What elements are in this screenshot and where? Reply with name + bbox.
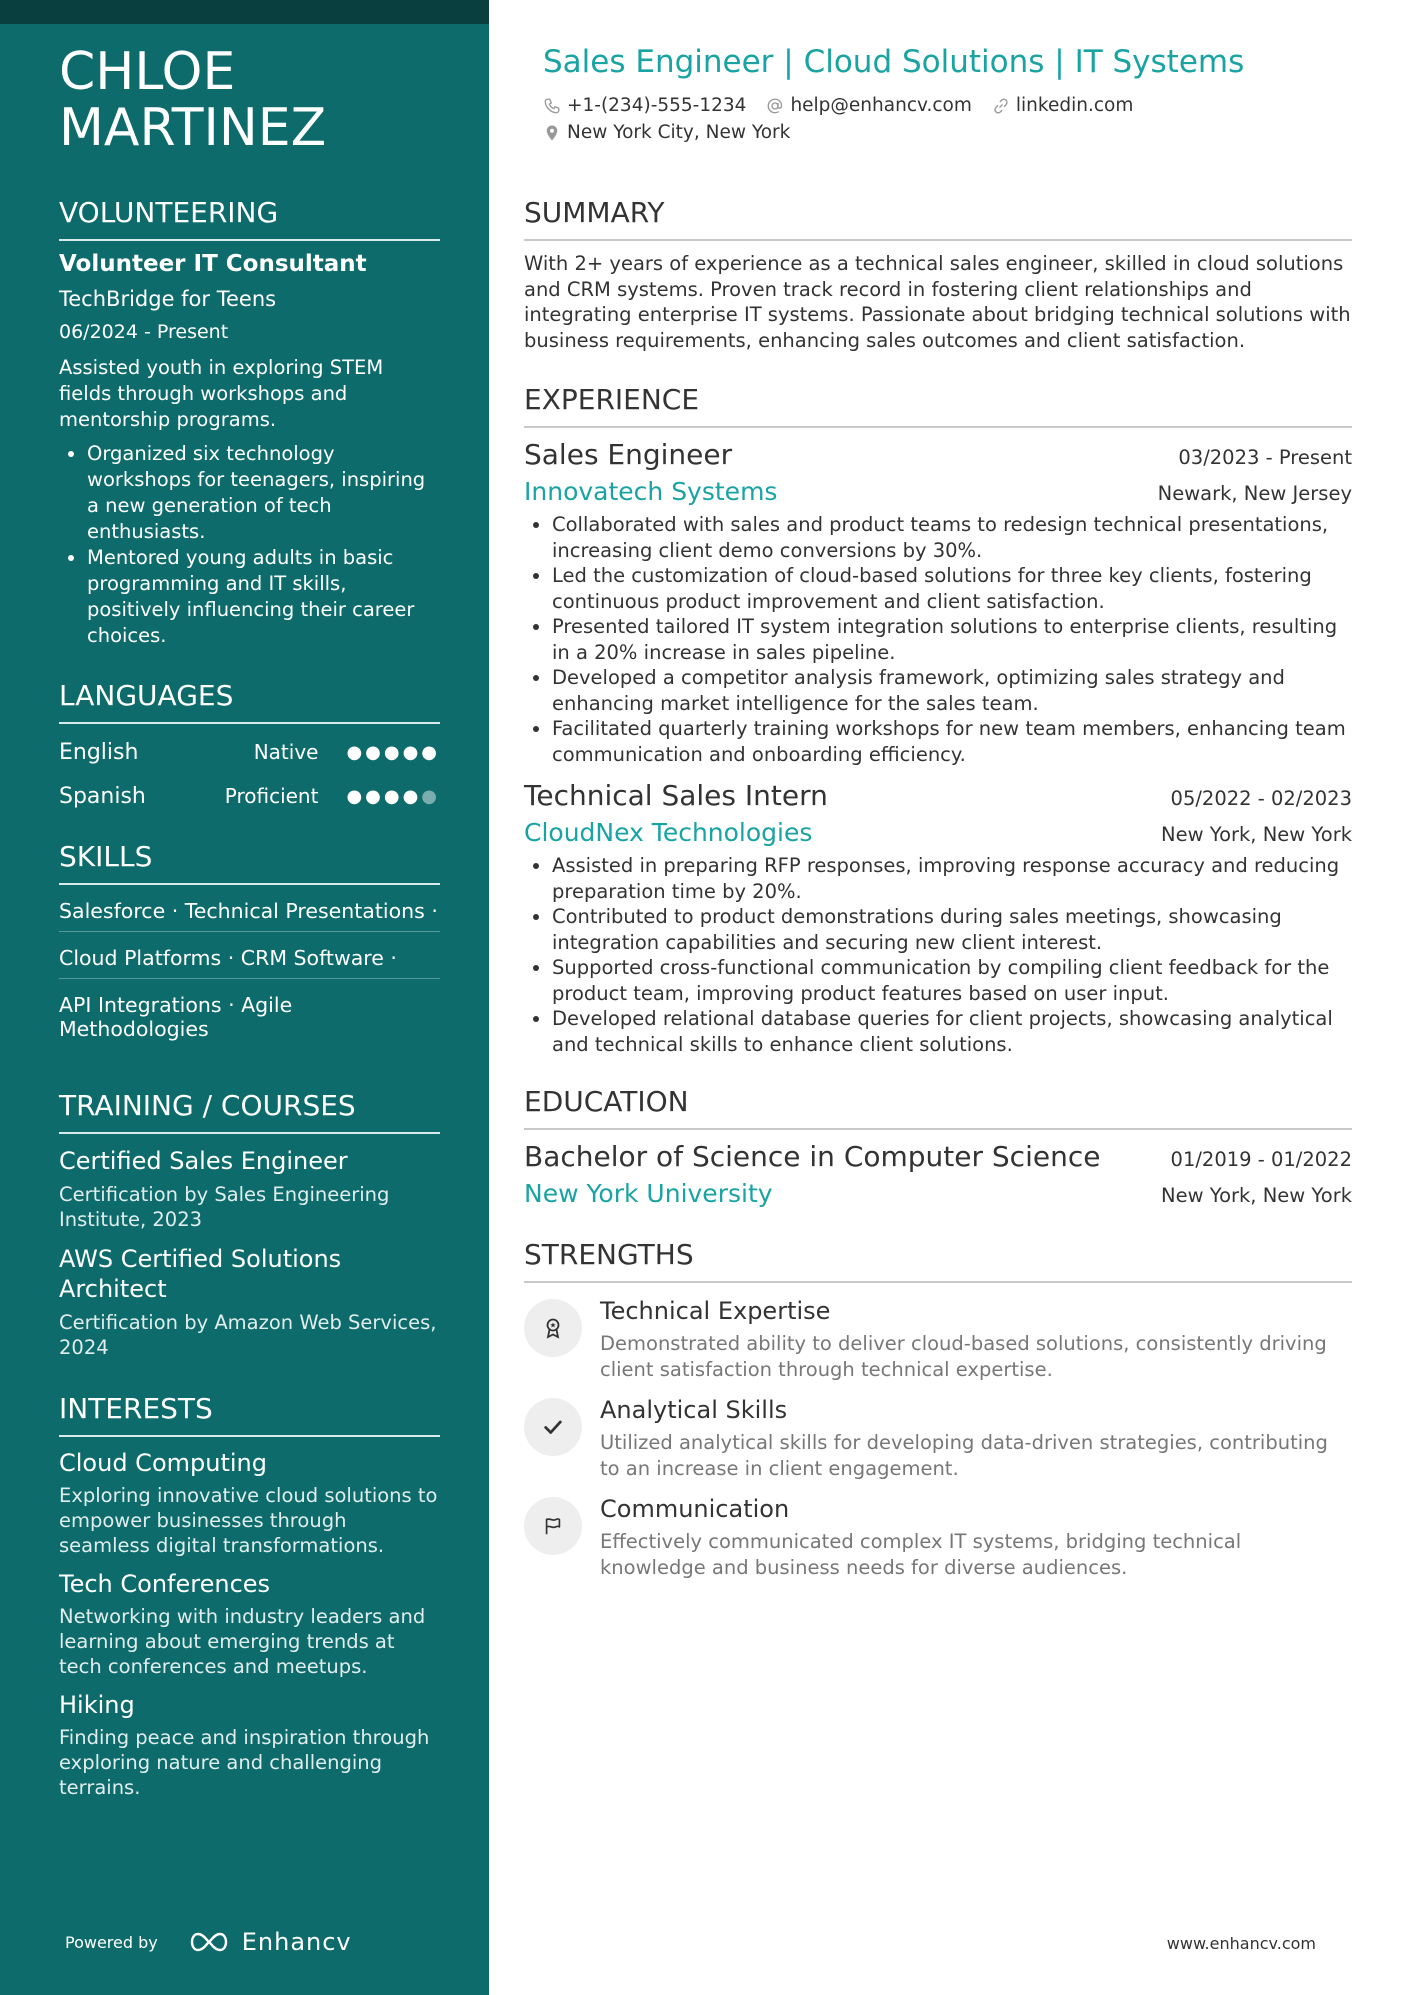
contact-info xyxy=(543,92,1352,146)
interest-description: Exploring innovative cloud solutions to empower businesses through seamless digital transformations. xyxy=(59,1484,438,1557)
email-text: help@enhancv.com xyxy=(790,95,972,116)
training-description: Certification by Amazon Web Services, 2024 xyxy=(59,1311,437,1359)
training-heading: TRAINING / COURSES xyxy=(59,1089,440,1134)
job-bullets xyxy=(524,853,1352,1057)
interests-heading: INTERESTS xyxy=(59,1392,440,1437)
training-section xyxy=(59,1089,440,1360)
job-company: CloudNex Technologies xyxy=(524,818,813,847)
footer-url[interactable]: www.enhancv.com xyxy=(1166,1934,1316,1953)
training-title: Certified Sales Engineer xyxy=(59,1147,348,1175)
language-rating: ●●●●● xyxy=(346,785,440,807)
job-bullets xyxy=(524,512,1352,767)
skill-line: Cloud Platforms · CRM Software · xyxy=(59,946,440,979)
award-icon xyxy=(524,1299,582,1357)
job-date: 05/2022 - 02/2023 xyxy=(1170,787,1352,810)
language-level: Native xyxy=(253,740,319,764)
job-bullet: • Developed a competitor analysis framework, optimizing sales strategy and enhancing market intelligence for the sales team. xyxy=(552,665,1352,716)
volunteer-title: Volunteer IT Consultant xyxy=(59,251,367,277)
language-rating: ●●●●● xyxy=(346,741,440,763)
interest-title: Cloud Computing xyxy=(59,1449,267,1477)
brand-name: Enhancv xyxy=(241,1928,352,1956)
skill-line: API Integrations · Agile Methodologies xyxy=(59,993,293,1041)
at-icon xyxy=(766,97,784,115)
education-heading: EDUCATION xyxy=(524,1085,1352,1130)
language-level: Proficient xyxy=(224,784,319,808)
education-date: 01/2019 - 01/2022 xyxy=(1170,1148,1352,1171)
phone-icon xyxy=(543,97,561,115)
volunteer-bullet: • Organized six technology workshops for teenagers, inspiring a new generation of tech enthusiasts. xyxy=(87,441,440,545)
strength-item xyxy=(524,1297,1352,1382)
volunteer-description: Assisted youth in exploring STEM fields through workshops and mentorship programs. xyxy=(59,356,384,431)
summary-section xyxy=(524,196,1352,353)
strength-description: Effectively communicated complex IT systems, bridging technical knowledge and business needs for diverse audiences. xyxy=(600,1530,1242,1579)
strength-description: Utilized analytical skills for developing data-driven strategies, contributing to an increase in client engagement. xyxy=(600,1431,1328,1480)
linkedin-text: linkedin.com xyxy=(1015,95,1134,116)
job-bullet: • Presented tailored IT system integration solutions to enterprise clients, resulting in a 20% increase in sales pipeline. xyxy=(552,614,1352,665)
skills-section xyxy=(59,840,440,1049)
last-name: MARTINEZ xyxy=(59,98,327,158)
job-entry xyxy=(524,438,1352,767)
phone-text: +1-(234)-555-1234 xyxy=(567,95,747,116)
strength-title: Technical Expertise xyxy=(600,1297,831,1325)
language-name: Spanish xyxy=(59,783,146,809)
volunteer-bullet: • Mentored young adults in basic programming and IT skills, positively influencing their career choices. xyxy=(87,545,440,649)
location-pin-icon xyxy=(543,124,561,142)
first-name: CHLOE xyxy=(59,42,236,102)
strength-title: Analytical Skills xyxy=(600,1396,788,1424)
skill-line: Salesforce · Technical Presentations · xyxy=(59,899,440,932)
location-item xyxy=(543,122,790,143)
summary-heading: SUMMARY xyxy=(524,196,1352,241)
education-location: New York, New York xyxy=(1161,1184,1352,1207)
training-description: Certification by Sales Engineering Institute, 2023 xyxy=(59,1183,390,1231)
phone-item[interactable] xyxy=(543,95,746,116)
interest-title: Tech Conferences xyxy=(59,1570,271,1598)
language-row xyxy=(59,736,440,768)
flag-icon xyxy=(524,1497,582,1555)
job-bullet: • Collaborated with sales and product teams to redesign technical presentations, increasing client demo conversions by 30%. xyxy=(552,512,1352,563)
job-company: Innovatech Systems xyxy=(524,477,778,506)
main-content xyxy=(524,44,1352,1580)
language-row xyxy=(59,780,440,812)
job-bullet: • Facilitated quarterly training workshops for new team members, enhancing team communication and onboarding efficiency. xyxy=(552,716,1352,767)
candidate-name xyxy=(59,44,440,156)
job-bullet: • Contributed to product demonstrations during sales meetings, showcasing integration capabilities and securing new client interest. xyxy=(552,904,1352,955)
job-entry xyxy=(524,779,1352,1057)
job-location: New York, New York xyxy=(1161,823,1352,846)
powered-by xyxy=(65,1928,352,1956)
job-bullet: • Developed relational database queries for client projects, showcasing analytical and technical skills to enhance client solutions. xyxy=(552,1006,1352,1057)
job-bullet: • Assisted in preparing RFP responses, improving response accuracy and reducing preparation time by 20%. xyxy=(552,853,1352,904)
strength-item xyxy=(524,1396,1352,1481)
education-section xyxy=(524,1085,1352,1208)
strength-title: Communication xyxy=(600,1495,790,1523)
interests-section xyxy=(59,1392,440,1800)
interest-description: Finding peace and inspiration through exploring nature and challenging terrains. xyxy=(59,1726,430,1799)
job-bullet: • Supported cross-functional communication by compiling client feedback for the product team, improving product features based on user input. xyxy=(552,955,1352,1006)
language-name: English xyxy=(59,739,139,765)
job-title: Technical Sales Intern xyxy=(524,779,828,812)
school: New York University xyxy=(524,1179,773,1208)
experience-heading: EXPERIENCE xyxy=(524,383,1352,428)
volunteer-bullets xyxy=(59,441,440,649)
volunteer-org: TechBridge for Teens xyxy=(59,287,277,311)
languages-section xyxy=(59,679,440,812)
experience-section xyxy=(524,383,1352,1057)
training-title: AWS Certified Solutions Architect xyxy=(59,1245,342,1303)
skills-heading: SKILLS xyxy=(59,840,440,885)
summary-text: With 2+ years of experience as a technical sales engineer, skilled in cloud solutions and CRM systems. Proven track record in fostering client relationships and integrating enterprise IT systems. Passionate about bridging technical solutions with business requirements, enhancing sales outcomes and client satisfaction. xyxy=(524,252,1351,352)
interest-title: Hiking xyxy=(59,1691,135,1719)
job-date: 03/2023 - Present xyxy=(1178,446,1352,469)
job-bullet: • Led the customization of cloud-based solutions for three key clients, fostering continuous product improvement and client satisfaction. xyxy=(552,563,1352,614)
interest-description: Networking with industry leaders and learning about emerging trends at tech conferences and meetups. xyxy=(59,1605,426,1678)
sidebar xyxy=(0,0,489,1995)
email-item[interactable] xyxy=(766,95,971,116)
link-icon xyxy=(992,97,1010,115)
languages-heading: LANGUAGES xyxy=(59,679,440,724)
enhancv-logo-icon xyxy=(186,1930,232,1954)
headline: Sales Engineer | Cloud Solutions | IT Systems xyxy=(543,44,1245,80)
sidebar-top-bar xyxy=(0,0,489,24)
volunteer-date: 06/2024 - Present xyxy=(59,321,229,343)
strength-description: Demonstrated ability to deliver cloud-based solutions, consistently driving client satisfaction through technical expertise. xyxy=(600,1332,1327,1381)
strengths-heading: STRENGTHS xyxy=(524,1238,1352,1283)
volunteering-section xyxy=(59,196,440,649)
degree: Bachelor of Science in Computer Science xyxy=(524,1140,1101,1173)
volunteering-heading: VOLUNTEERING xyxy=(59,196,440,241)
strength-item xyxy=(524,1495,1352,1580)
strengths-section xyxy=(524,1238,1352,1580)
location-text: New York City, New York xyxy=(567,122,791,143)
check-icon xyxy=(524,1398,582,1456)
powered-by-label: Powered by xyxy=(65,1932,158,1952)
linkedin-item[interactable] xyxy=(992,95,1133,116)
job-title: Sales Engineer xyxy=(524,438,733,471)
job-location: Newark, New Jersey xyxy=(1157,482,1352,505)
